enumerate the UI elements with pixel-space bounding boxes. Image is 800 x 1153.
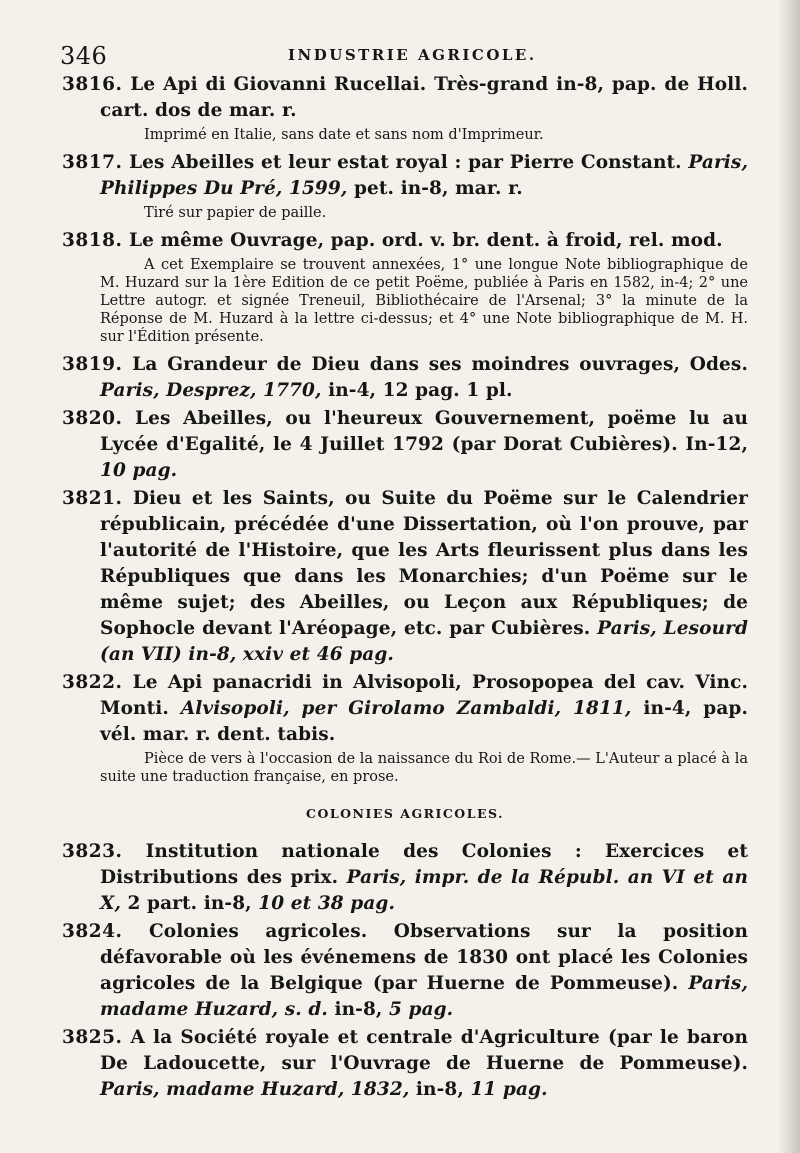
entry-format: pet. in-8, mar. r. bbox=[353, 178, 523, 199]
entry-note: Pièce de vers à l'occasion de la naissance du Roi de Rome.— L'Auteur a placé à la suite une traduction française, en prose. bbox=[100, 751, 748, 785]
entry-title: Le Api di Giovanni Rucellai. Très-grand in-8, pap. de Holl. cart. dos de mar. r. bbox=[100, 74, 748, 121]
section-heading: COLONIES AGRICOLES. bbox=[306, 806, 504, 821]
entry-title: Le Api panacridi in Alvisopoli, Prosopopea del cav. Vinc. Monti. bbox=[100, 672, 748, 719]
entry-number: 3816. bbox=[62, 74, 123, 95]
entry-text bbox=[62, 839, 748, 917]
entry-format: in-8, bbox=[415, 1079, 464, 1100]
entry-pagination: 10 et 38 pag. bbox=[258, 893, 396, 914]
entry-number: 3817. bbox=[62, 152, 123, 173]
entry-note: Imprimé en Italie, sans date et sans nom d'Imprimeur. bbox=[144, 127, 544, 143]
entry-title: Colonies agricoles. Observations sur la position défavorable où les événemens de 1830 ont placé les Colonies agricoles de la Belgique (par Huerne de Pommeuse). bbox=[100, 921, 748, 994]
catalog-entry-3822 bbox=[62, 670, 748, 786]
page-number: 346 bbox=[60, 42, 108, 70]
catalog-entry-3820 bbox=[62, 406, 748, 484]
entry-pagination: 5 pag. bbox=[389, 999, 454, 1020]
entry-title: A la Société royale et centrale d'Agriculture (par le baron De Ladoucette, sur l'Ouvrage de Huerne de Pommeuse). bbox=[100, 1027, 748, 1074]
entry-pagination: 11 pag. bbox=[470, 1079, 548, 1100]
entry-imprint: Paris, Philippes Du Pré, 1599, bbox=[100, 152, 748, 199]
catalog-entry-3825 bbox=[62, 1025, 748, 1103]
catalog-entry-3816 bbox=[62, 72, 748, 144]
entry-imprint: Paris, impr. de la Républ. an VI et an X, bbox=[100, 867, 749, 914]
entry-imprint: Paris, madame Huzard, 1832, bbox=[100, 1079, 410, 1100]
catalog-entry-3823 bbox=[62, 839, 748, 917]
catalog-entry-3817 bbox=[62, 150, 748, 222]
entry-title: Le même Ouvrage, pap. ord. v. br. dent. à froid, rel. mod. bbox=[128, 230, 723, 251]
entry-title: Institution nationale des Colonies : Exercices et Distributions des prix. bbox=[100, 841, 748, 888]
entry-number: 3818. bbox=[62, 230, 123, 251]
entry-title: La Grandeur de Dieu dans ses moindres ouvrages, Odes. bbox=[132, 354, 748, 375]
entry-text bbox=[62, 150, 748, 202]
entry-text bbox=[62, 919, 748, 1023]
entry-format: 2 part. in-8, bbox=[127, 893, 252, 914]
catalog-entry-3818 bbox=[62, 228, 748, 346]
entry-number: 3823. bbox=[62, 841, 123, 862]
entry-imprint: Alvisopoli, per Girolamo Zambaldi, 1811, bbox=[180, 698, 632, 719]
entry-imprint: Paris, madame Huzard, s. d. bbox=[100, 973, 748, 1020]
running-title: INDUSTRIE AGRICOLE. bbox=[288, 46, 537, 64]
entry-text bbox=[62, 670, 748, 748]
catalog-entry-3821 bbox=[62, 486, 748, 668]
page-header bbox=[62, 34, 748, 68]
entry-imprint: Paris, Lesourd (an VII) in-8, xxiv et 46 pag. bbox=[100, 618, 749, 665]
entry-number: 3825. bbox=[62, 1027, 123, 1048]
entry-number: 3821. bbox=[62, 488, 123, 509]
entry-text bbox=[62, 72, 748, 124]
page-gutter-shadow bbox=[778, 0, 800, 1153]
entry-note: A cet Exemplaire se trouvent annexées, 1° une longue Note bibliographique de M. Huzard sur la 1ère Edition de ce petit Poëme, publiée à Paris en 1582, in-4; 2° une Lettre autogr. et signée Treneuil, Bibliothécaire de l'Arsenal; 3° la minute de la Réponse de M. Huzard à la lettre ci-dessus; et 4° une Note bibliographique de M. H. sur l'Édition présente. bbox=[100, 257, 748, 345]
entry-text bbox=[62, 1025, 748, 1103]
entry-number: 3819. bbox=[62, 354, 123, 375]
entry-number: 3820. bbox=[62, 408, 123, 429]
catalog-entry-3824 bbox=[62, 919, 748, 1023]
entry-title: Dieu et les Saints, ou Suite du Poëme sur le Calendrier républicain, précédée d'une Dissertation, où l'on prouve, par l'autorité de l'Histoire, que les Arts fleurissent plus dans les Républiques que dans les Monarchies; d'un Poëme sur le même sujet; des Abeilles, ou Leçon aux Républiques; de Sophocle devant l'Aréopage, etc. par Cubières. bbox=[100, 488, 748, 639]
entry-format: in-8, bbox=[334, 999, 383, 1020]
entry-number: 3822. bbox=[62, 672, 123, 693]
entry-imprint: 10 pag. bbox=[100, 460, 178, 481]
entry-text bbox=[62, 228, 748, 254]
entry-text bbox=[62, 352, 748, 404]
entry-number: 3824. bbox=[62, 921, 123, 942]
catalog-entry-3819 bbox=[62, 352, 748, 404]
entry-text bbox=[62, 486, 748, 668]
entry-title: Les Abeilles, ou l'heureux Gouvernement, poëme lu au Lycée d'Egalité, le 4 Juillet 1792 (par Dorat Cubières). In-12, bbox=[100, 408, 749, 455]
entry-imprint: Paris, Desprez, 1770, bbox=[100, 380, 322, 401]
entry-format: in-4, 12 pag. 1 pl. bbox=[328, 380, 513, 401]
entry-format: in-4, pap. vél. mar. r. dent. tabis. bbox=[100, 698, 749, 745]
entry-title: Les Abeilles et leur estat royal : par Pierre Constant. bbox=[129, 152, 682, 173]
entry-text bbox=[62, 406, 748, 484]
entry-note: Tiré sur papier de paille. bbox=[144, 205, 327, 221]
